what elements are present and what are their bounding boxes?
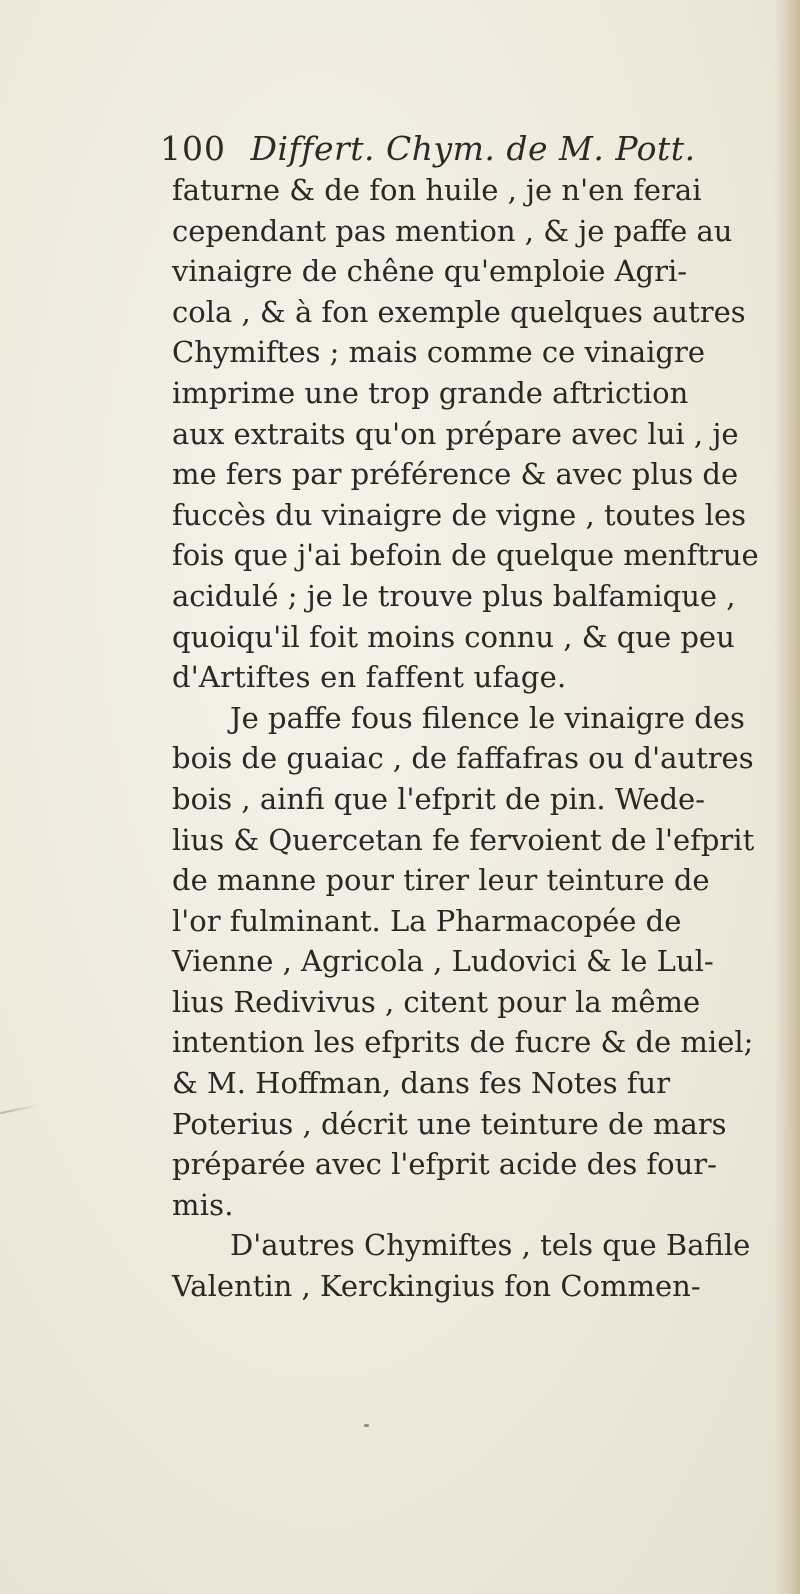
text-line-7: aux extraits qu'on prépare avec lui , je <box>172 416 739 451</box>
text-line-13: d'Artiftes en faffent ufage. <box>172 660 567 695</box>
text-line-16: bois , ainfi que l'efprit de pin. Wede- <box>172 781 706 816</box>
text-line-17: lius & Quercetan fe fervoient de l'efprit <box>172 822 755 857</box>
text-line-24: Poterius , décrit une teinture de mars <box>172 1106 727 1141</box>
paper-crease <box>0 1104 40 1114</box>
text-line-18: de manne pour tirer leur teinture de <box>172 863 710 898</box>
text-line-5: Chymiftes ; mais comme ce vinaigre <box>172 335 706 370</box>
text-line-25: préparée avec l'efprit acide des four- <box>172 1147 717 1182</box>
text-line-23: & M. Hoffman, dans fes Notes fur <box>172 1066 671 1101</box>
ink-speck <box>364 1424 369 1427</box>
text-line-1: faturne & de fon huile , je n'en ferai <box>172 173 702 207</box>
text-line-21: lius Redivivus , citent pour la même <box>172 984 701 1019</box>
text-line-14: Je paffe fous filence le vinaigre des <box>230 700 745 735</box>
text-line-19: l'or fulminant. La Pharmacopée de <box>172 903 682 938</box>
text-line-8: me fers par préférence & avec plus de <box>172 457 739 492</box>
text-line-9: fuccès du vinaigre de vigne , toutes les <box>172 497 747 532</box>
text-line-11: acidulé ; je le trouve plus balfamique , <box>172 578 736 613</box>
running-title: Differt. Chym. de M. Pott. <box>250 129 696 168</box>
text-line-12: quoiqu'il foit moins connu , & que peu <box>172 619 735 654</box>
text-line-22: intention les efprits de fucre & de miel; <box>172 1025 754 1060</box>
text-line-28: Valentin , Kerckingius fon Commen- <box>172 1269 701 1304</box>
text-line-26: mis. <box>172 1187 234 1222</box>
text-line-15: bois de guaiac , de faffafras ou d'autres <box>172 741 754 776</box>
text-line-27: D'autres Chymiftes , tels que Bafile <box>230 1228 751 1263</box>
page-text-block <box>160 128 784 1307</box>
text-line-2: cependant pas mention , & je paffe au <box>172 213 733 248</box>
page-number: 100 <box>160 129 226 168</box>
text-line-3: vinaigre de chêne qu'emploie Agri- <box>172 254 688 289</box>
text-line-20: Vienne , Agricola , Ludovici & le Lul- <box>172 944 714 979</box>
text-line-4: cola , & à fon exemple quelques autres <box>172 294 746 329</box>
text-line-6: imprime une trop grande aftriction <box>172 375 689 410</box>
running-head <box>160 128 784 170</box>
text-line-10: fois que j'ai befoin de quelque menftrue <box>172 538 759 573</box>
